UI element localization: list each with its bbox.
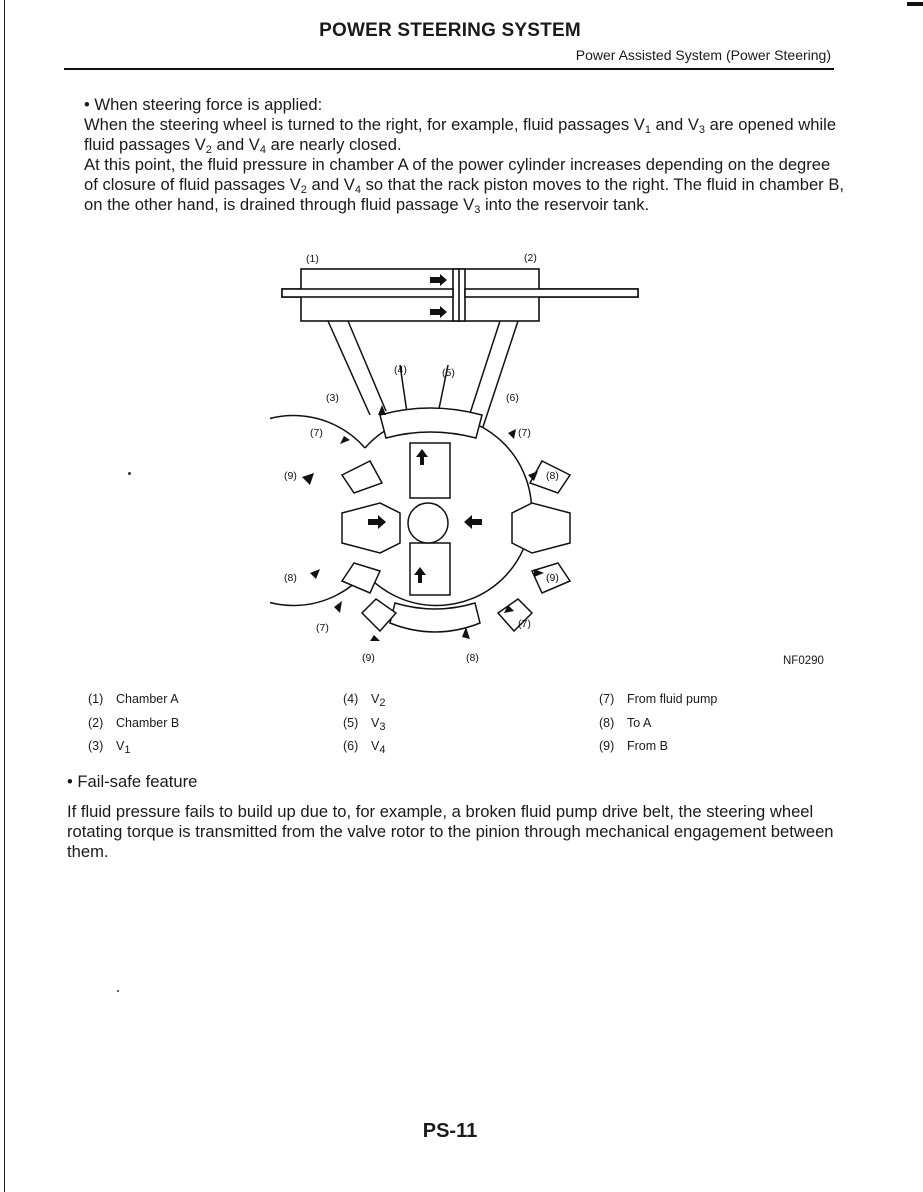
callout-7d: (7) [518, 618, 531, 630]
page-number: PS-11 [422, 1120, 478, 1142]
legend-number: (5) [343, 715, 359, 730]
valve-diagram [270, 243, 650, 673]
legend-text: From fluid pump [627, 692, 718, 706]
page-title: POWER STEERING SYSTEM [319, 20, 581, 41]
text-run: into the reservoir tank. [480, 195, 650, 214]
text-run: At this point, the fluid pressure in chamber A of the power cylinder increases depending on the degree of closure of fluid passages V [84, 155, 831, 194]
subscript: 1 [644, 124, 651, 136]
intro-section [84, 95, 844, 215]
failsafe-bullet-text: Fail-safe feature [77, 772, 198, 791]
callout-7c: (7) [316, 622, 329, 634]
scan-speck [128, 472, 131, 475]
header-rule [64, 68, 834, 70]
callout-1: (1) [306, 253, 319, 265]
valve-body [270, 408, 570, 632]
legend-number: (8) [599, 715, 615, 730]
text-run: are opened while fluid passages V [84, 115, 837, 154]
legend-text: Chamber B [116, 715, 180, 730]
failsafe-bullet: • Fail-safe feature [67, 772, 198, 791]
legend-number: (4) [343, 692, 359, 706]
legend-number: (2) [88, 715, 104, 730]
failsafe-paragraph: If fluid pressure fails to build up due to, for example, a broken fluid pump drive belt, the steering wheel rotating torque is transmitted from the valve rotor to the pinion through mechanical engagement between them. [67, 802, 834, 861]
callout-8a: (8) [546, 470, 559, 482]
subscript: 3 [474, 204, 481, 216]
legend-column-2 [343, 688, 385, 759]
legend-item [599, 688, 717, 712]
legend-item [599, 735, 717, 759]
figure-id: NF0290 [783, 655, 824, 667]
callout-4: (4) [394, 364, 407, 376]
text-run: and V [650, 115, 699, 134]
scan-speck [117, 990, 119, 992]
text-run: and V [306, 175, 355, 194]
corner-mark [907, 2, 923, 6]
legend-item [343, 688, 385, 712]
legend-number: (7) [599, 692, 615, 706]
callout-7b: (7) [518, 427, 531, 439]
callout-9c: (9) [362, 652, 375, 664]
callout-3: (3) [326, 392, 339, 404]
legend-item [88, 712, 179, 736]
legend-number: (9) [599, 739, 615, 753]
legend-text: V [371, 692, 380, 706]
subscript: 3 [379, 720, 386, 733]
callout-9b: (9) [546, 572, 559, 584]
legend-column-3 [599, 688, 717, 759]
legend-number: (3) [88, 739, 104, 753]
text-run: and V [211, 135, 260, 154]
subscript: 1 [124, 744, 131, 756]
callout-9a: (9) [284, 470, 297, 482]
callout-5: (5) [442, 367, 455, 379]
subscript: 2 [300, 184, 307, 196]
legend-text: V [371, 739, 380, 753]
legend-text: From B [627, 739, 668, 753]
callout-6: (6) [506, 392, 519, 404]
text-run: so that the rack piston moves to the right. The fluid in chamber B, on the other hand, is drained through fluid passage V [84, 175, 845, 214]
text-run: are nearly closed. [266, 135, 402, 154]
legend-text: V [371, 715, 380, 730]
callout-7a: (7) [310, 427, 323, 439]
intro-paragraph-2 [84, 155, 844, 215]
legend-text: To A [627, 715, 652, 730]
legend-item [88, 688, 179, 712]
callout-8b: (8) [284, 572, 297, 584]
legend-item [343, 712, 385, 736]
subscript: 3 [698, 124, 706, 136]
intro-bullet-text: When steering force is applied: [94, 95, 323, 114]
text-run: When the steering wheel is turned to the right, for example, fluid passages V [84, 115, 645, 134]
legend-item [88, 735, 179, 759]
legend-text: Chamber A [116, 692, 179, 706]
legend-number: (6) [343, 739, 359, 753]
intro-bullet: • When steering force is applied: [84, 95, 323, 114]
legend-item [599, 712, 717, 736]
callout-2: (2) [524, 252, 537, 264]
legend-item [343, 735, 385, 759]
legend-number: (1) [88, 692, 104, 706]
page-subtitle: Power Assisted System (Power Steering) [575, 47, 831, 63]
subscript: 2 [379, 697, 386, 709]
legend-text: V [116, 739, 125, 753]
page-edge [4, 0, 5, 1192]
subscript: 4 [379, 744, 386, 756]
callout-8c: (8) [466, 652, 479, 664]
subscript: 4 [259, 144, 266, 156]
legend-column-1 [88, 688, 179, 759]
intro-paragraph-1 [84, 115, 844, 155]
subscript: 2 [205, 144, 212, 156]
failsafe-section [67, 772, 857, 862]
power-cylinder [282, 269, 638, 321]
subscript: 4 [354, 184, 361, 196]
